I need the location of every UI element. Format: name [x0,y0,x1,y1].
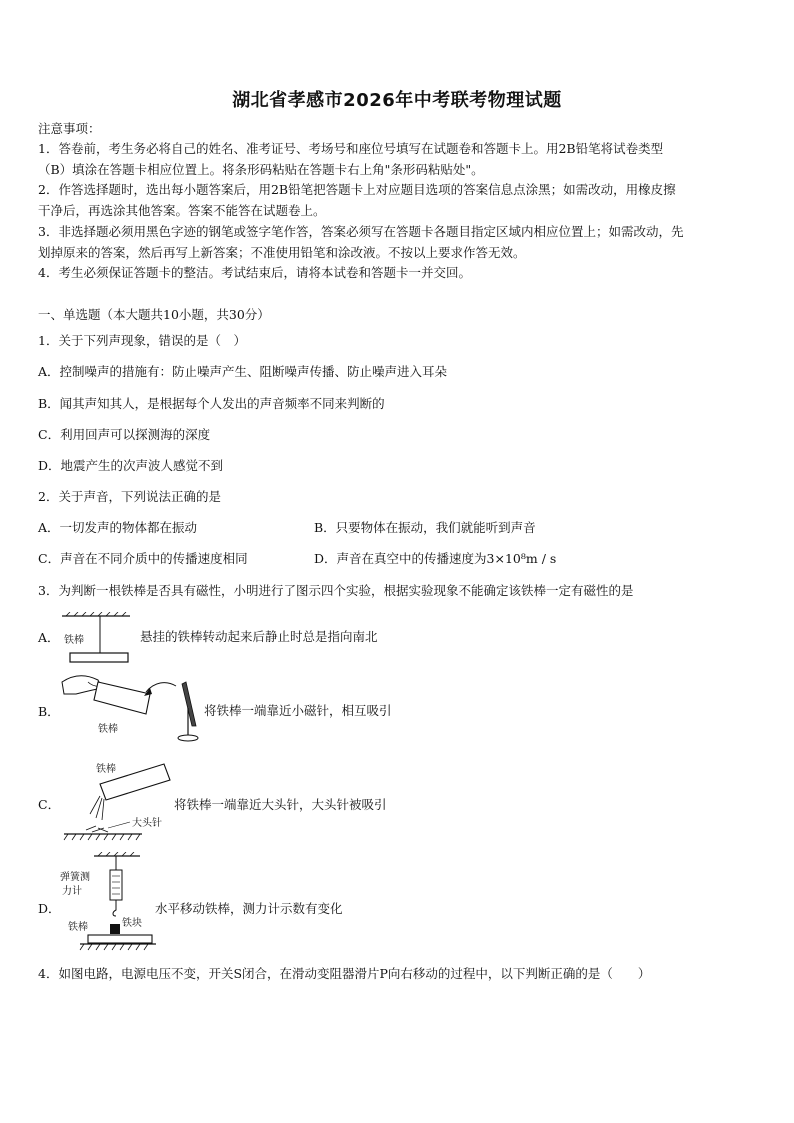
fig-d-label-scale-1: 弹簧测 [60,872,90,883]
question-3-option-a-label: A． [38,630,60,645]
note-4: 4．考生必须保证答题卡的整洁。考试结束后，请将本试卷和答题卡一并交回。 [38,265,471,280]
question-2-stem: 2．关于声音，下列说法正确的是 [38,489,221,504]
note-1-line-2: （B）填涂在答题卡相应位置上。将条形码粘贴在答题卡右上角"条形码粘贴处"。 [38,162,484,177]
notes-heading: 注意事项： [38,121,101,136]
question-1-option-b: B．闻其声知其人，是根据每个人发出的声音频率不同来判断的 [38,396,385,411]
fig-a-label-bar: 铁棒 [64,635,84,646]
fig-d-label-block: 铁块 [122,918,142,929]
note-3-line-2: 划掉原来的答案，然后再写上新答案；不准使用铅笔和涂改液。不按以上要求作答无效。 [38,245,526,260]
hanging-bar-figure [60,612,140,670]
note-2-line-1: 2．作答选择题时，选出每小题答案后，用2B铅笔把答题卡上对应题目选项的答案信息点涂黑；如需改动，用橡皮擦 [38,182,676,197]
question-2-option-d: D．声音在真空中的传播速度为3×10⁸m / s [314,551,557,566]
fig-d-label-scale-2: 力计 [62,886,82,897]
note-2-line-2: 干净后，再选涂其他答案。答案不能答在试题卷上。 [38,203,326,218]
note-1-line-1: 1．答卷前，考生务必将自己的姓名、准考证号、考场号和座位号填写在试题卷和答题卡上。用2B铅笔将试卷类型 [38,141,664,156]
question-3-option-d-label: D． [38,901,61,916]
question-2-option-b: B．只要物体在振动，我们就能听到声音 [314,520,536,535]
question-1-stem: 1．关于下列声现象，错误的是（ ） [38,333,246,348]
question-3-stem: 3．为判断一根铁棒是否具有磁性，小明进行了图示四个实验，根据实验现象不能确定该铁棒一定有磁性的是 [38,583,634,598]
question-1-option-c: C．利用回声可以探测海的深度 [38,427,211,442]
fig-c-label-pins: 大头针 [132,818,162,829]
question-4-stem: 4．如图电路，电源电压不变，开关S闭合，在滑动变阻器滑片P向右移动的过程中，以下判断正确的是（ ） [38,966,651,981]
question-2-option-c: C．声音在不同介质中的传播速度相同 [38,551,248,566]
page-title: 湖北省孝感市2026年中考联考物理试题 [232,90,562,111]
fig-d-label-bar: 铁棒 [68,922,88,933]
pins-figure [60,756,184,844]
question-1-option-a: A．控制噪声的措施有：防止噪声产生、阻断噪声传播、防止噪声进入耳朵 [38,364,448,379]
question-3-option-c-label: C． [38,797,61,812]
spring-scale-figure [58,852,158,954]
question-3-option-d-text: 水平移动铁棒，测力计示数有变化 [155,901,343,916]
compass-needle-figure [58,668,204,748]
question-2-option-a: A．一切发声的物体都在振动 [38,520,198,535]
question-3-option-a-text: 悬挂的铁棒转动起来后静止时总是指向南北 [140,629,378,644]
fig-b-label-bar: 铁棒 [98,724,118,735]
question-3-option-b-text: 将铁棒一端靠近小磁针，相互吸引 [204,703,392,718]
question-3-option-b-label: B． [38,704,60,719]
question-3-option-c-text: 将铁棒一端靠近大头针，大头针被吸引 [174,797,387,812]
question-1-option-d: D．地震产生的次声波人感觉不到 [38,458,224,473]
fig-c-label-bar: 铁棒 [96,764,116,775]
section-heading: 一、单选题（本大题共10小题，共30分） [38,307,270,322]
note-3-line-1: 3．非选择题必须用黑色字迹的钢笔或签字笔作答，答案必须写在答题卡各题目指定区域内相应位置上；如需改动，先 [38,224,684,239]
